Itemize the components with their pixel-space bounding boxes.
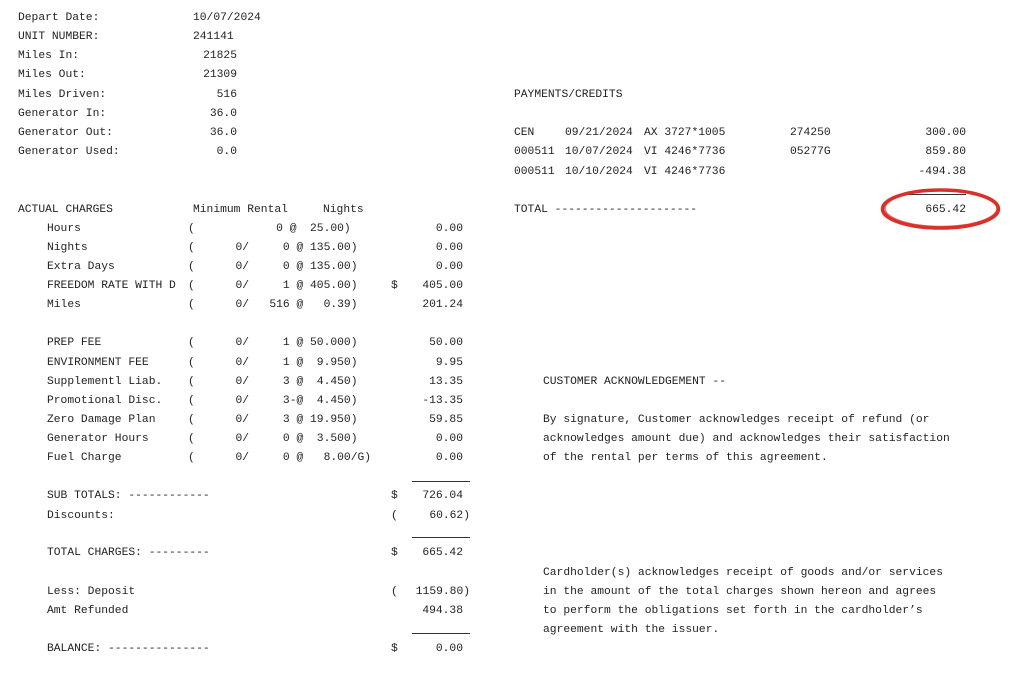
payment-date: 10/10/2024	[565, 166, 633, 178]
total-charges-label: TOTAL CHARGES: ---------	[47, 547, 210, 559]
payment-amount: 859.80	[925, 146, 966, 158]
charge-label: Nights	[47, 242, 88, 254]
charge-amount: 59.85	[429, 414, 463, 426]
charge-label: FREEDOM RATE WITH D	[47, 280, 176, 292]
acknowledgement-line: of the rental per terms of this agreement.	[543, 452, 828, 464]
payment-date: 09/21/2024	[565, 127, 633, 139]
refunded-amount: 494.38	[422, 605, 463, 617]
miles-in-label: Miles In:	[18, 50, 80, 62]
payments-total-amount: 665.42	[925, 204, 966, 216]
minimum-rental-header: Minimum Rental	[193, 204, 288, 216]
charge-detail: ( 0/ 0 @ 3.500)	[188, 433, 358, 445]
acknowledgement-line: acknowledges amount due) and acknowledges their satisfaction	[543, 433, 950, 445]
divider	[412, 537, 470, 538]
cardholder-line: in the amount of the total charges shown hereon and agrees	[543, 586, 937, 598]
charge-detail: ( 0/ 1 @ 50.000)	[188, 337, 358, 349]
total-charges-amount: 665.42	[422, 547, 463, 559]
charge-amount: 405.00	[422, 280, 463, 292]
unit-number-label: UNIT NUMBER:	[18, 31, 100, 43]
charge-detail: ( 0/ 1 @ 405.00)	[188, 280, 358, 292]
charge-detail: ( 0/ 3-@ 4.450)	[188, 395, 358, 407]
discounts-label: Discounts:	[47, 510, 115, 522]
generator-in-value: 36.0	[209, 108, 237, 120]
charge-label: Miles	[47, 299, 81, 311]
charge-dollar: $	[391, 280, 398, 292]
payment-date: 10/07/2024	[565, 146, 633, 158]
charge-amount: 9.95	[435, 357, 463, 369]
payment-card: VI 4246*7736	[644, 166, 726, 178]
payments-title: PAYMENTS/CREDITS	[514, 89, 623, 101]
total-charges-dollar: $	[391, 547, 398, 559]
charge-amount: 0.00	[435, 433, 463, 445]
charge-amount: 0.00	[435, 261, 463, 273]
generator-in-label: Generator In:	[18, 108, 107, 120]
charge-label: Generator Hours	[47, 433, 149, 445]
depart-date-value: 10/07/2024	[193, 12, 261, 24]
charge-label: Zero Damage Plan	[47, 414, 156, 426]
charge-detail: ( 0/ 3 @ 4.450)	[188, 376, 358, 388]
generator-used-label: Generator Used:	[18, 146, 120, 158]
charge-detail: ( 0/ 0 @ 135.00)	[188, 261, 358, 273]
subtotals-amount: 726.04	[422, 490, 463, 502]
charge-amount: 201.24	[422, 299, 463, 311]
miles-out-label: Miles Out:	[18, 69, 86, 81]
payment-ref: CEN	[514, 127, 535, 139]
payment-ref: 000511	[514, 166, 555, 178]
subtotals-label: SUB TOTALS: ------------	[47, 490, 210, 502]
balance-amount: 0.00	[435, 643, 463, 655]
charge-amount: 0.00	[435, 223, 463, 235]
subtotals-dollar: $	[391, 490, 398, 502]
miles-out-value: 21309	[203, 69, 237, 81]
depart-date-label: Depart Date:	[18, 12, 100, 24]
cardholder-line: Cardholder(s) acknowledges receipt of goods and/or services	[543, 567, 943, 579]
payment-card: AX 3727*1005	[644, 127, 726, 139]
discounts-paren: (	[391, 510, 398, 522]
payment-amount: 300.00	[925, 127, 966, 139]
acknowledgement-heading: CUSTOMER ACKNOWLEDGEMENT --	[543, 376, 727, 388]
deposit-paren: (	[391, 586, 398, 598]
charge-label: PREP FEE	[47, 337, 102, 349]
charge-amount: 0.00	[435, 242, 463, 254]
payment-amount: -494.38	[918, 166, 966, 178]
acknowledgement-line: By signature, Customer acknowledges receipt of refund (or	[543, 414, 930, 426]
charge-label: Hours	[47, 223, 81, 235]
refunded-label: Amt Refunded	[47, 605, 129, 617]
charge-amount: -13.35	[422, 395, 463, 407]
charge-detail: ( 0/ 0 @ 135.00)	[188, 242, 358, 254]
balance-dollar: $	[391, 643, 398, 655]
divider	[906, 194, 966, 195]
charge-label: Extra Days	[47, 261, 115, 273]
charge-detail: ( 0/ 516 @ 0.39)	[188, 299, 358, 311]
balance-label: BALANCE: ---------------	[47, 643, 210, 655]
nights-header: Nights	[323, 204, 364, 216]
discounts-amount: 60.62)	[429, 510, 470, 522]
charges-title: ACTUAL CHARGES	[18, 204, 113, 216]
unit-number-value: 241141	[193, 31, 234, 43]
charge-amount: 13.35	[429, 376, 463, 388]
divider	[412, 481, 470, 482]
charge-label: Supplementl Liab.	[47, 376, 163, 388]
payment-card: VI 4246*7736	[644, 146, 726, 158]
charge-detail: ( 0/ 3 @ 19.950)	[188, 414, 358, 426]
generator-out-value: 36.0	[209, 127, 237, 139]
charge-amount: 0.00	[435, 452, 463, 464]
cardholder-line: agreement with the issuer.	[543, 624, 720, 636]
payments-total-label: TOTAL ---------------------	[514, 204, 698, 216]
deposit-amount: 1159.80)	[415, 586, 470, 598]
divider	[412, 633, 470, 634]
payment-auth: 274250	[790, 127, 831, 139]
deposit-label: Less: Deposit	[47, 586, 136, 598]
charge-label: Promotional Disc.	[47, 395, 163, 407]
miles-driven-label: Miles Driven:	[18, 89, 107, 101]
generator-out-label: Generator Out:	[18, 127, 113, 139]
charge-detail: ( 0/ 1 @ 9.950)	[188, 357, 358, 369]
cardholder-line: to perform the obligations set forth in the cardholder’s	[543, 605, 923, 617]
charge-detail: ( 0/ 0 @ 8.00/G)	[188, 452, 372, 464]
miles-in-value: 21825	[203, 50, 237, 62]
charge-label: Fuel Charge	[47, 452, 122, 464]
payment-ref: 000511	[514, 146, 555, 158]
charge-amount: 50.00	[429, 337, 463, 349]
generator-used-value: 0.0	[216, 146, 237, 158]
charge-detail: ( 0 @ 25.00)	[188, 223, 351, 235]
charge-label: ENVIRONMENT FEE	[47, 357, 149, 369]
payment-auth: 05277G	[790, 146, 831, 158]
miles-driven-value: 516	[216, 89, 237, 101]
